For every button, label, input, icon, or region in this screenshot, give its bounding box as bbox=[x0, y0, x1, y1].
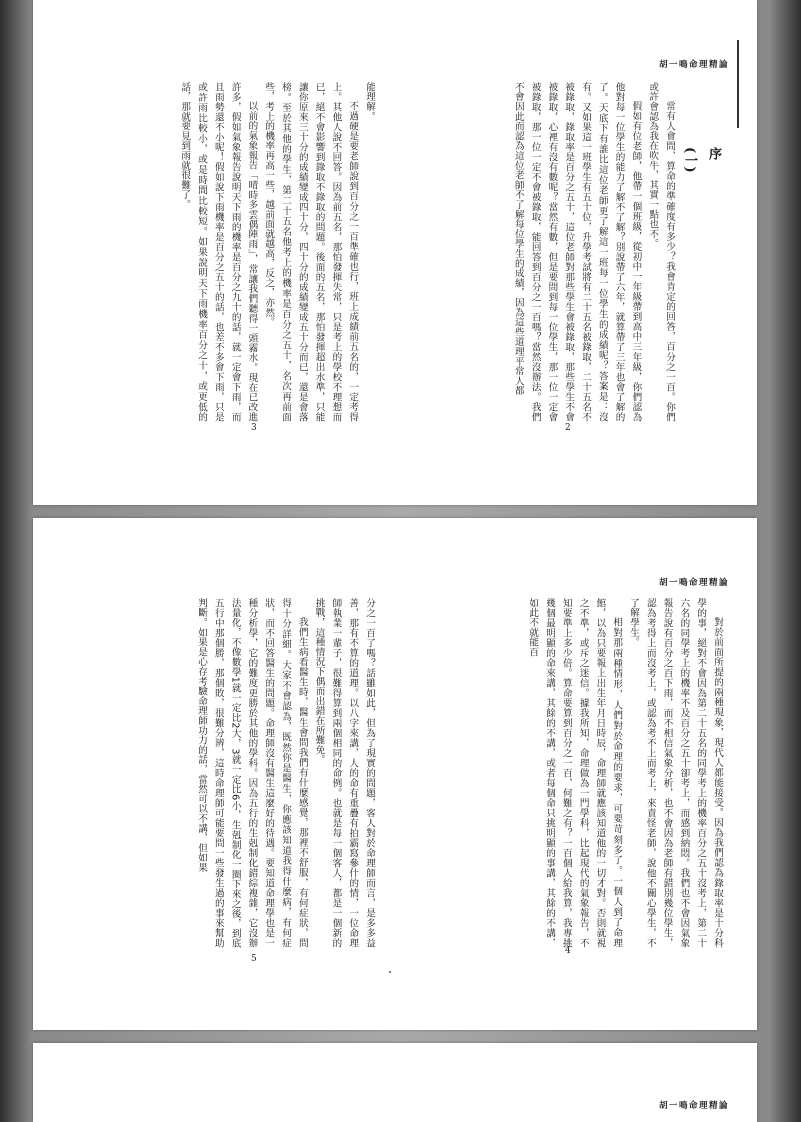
preface-subtitle: (一) bbox=[682, 147, 697, 173]
page-6 bbox=[395, 1043, 757, 1122]
paragraph: 常有人會問，算命的準確度有多少？我會肯定的回答，百分之一百。你們或許會認為我在吹牛，其實一點也不。 bbox=[647, 82, 675, 422]
paragraph: 能理解。 bbox=[364, 82, 375, 122]
book-spread-1 bbox=[33, 0, 757, 505]
paragraph: 分之一百了嗎？話雖如此，但為了現實的問題，客人對於命理師而言，是多多益善，那有不算的道理。以八字來講，人的命有重疊有拍霸寫參什的情，一位命理師執業一輩子，很難得算到兩個相同的命例。也就是每一個客人，都是一個新的挑戰，這種情況下偶而出錯在所難免。 bbox=[313, 598, 375, 948]
page-number: 4 bbox=[565, 946, 571, 956]
page-7 bbox=[33, 1043, 395, 1122]
page-2 bbox=[395, 0, 757, 505]
page-number: 3 bbox=[251, 423, 257, 433]
paragraph: 假如有位老師，他帶一個班級，從初中一年級帶到高中三年級，你們認為他對每一位學生的能力了解不了解？別說帶了六年，就算帶了三年也會了解的了。天底下有誰比這位老師更了解這一班每一位學生的成績呢？答案是：沒有。又如果這一班學生有五十位，升學考試將有二十五名被錄取，二十五名不被錄取，錄取率是百分之五十，這位老師對那些學生會被錄取，那些學生不會被錄取，心裡有沒有數呢？當然有數，但是要問到每一位學生，那一位一定會被錄取，那一位一定不會被錄取，能回答到百分之一百嗎？當然沒辦法。我們不會因此而認為這位老師不了解每位學生的成績，因為這些道理平常人都 bbox=[512, 82, 642, 422]
page-5 bbox=[33, 518, 395, 1030]
preface-title-text: 序 bbox=[706, 147, 721, 161]
paragraph: 我們生病看醫生時，醫生會問我們有什麼感覺，那裡不舒服，有何症狀，問得十分詳細。大家不會認為，既然你是醫生，你應該知道我得什麼病，有何症狀，而不回答醫生的問題。命理師沒有醫生這麼好的待遇。要知道命理學也是一種分析學，它的難度更勝於其他的學科。因為五行的生剋制化錯綜複雜，它沒辦法量化，不像數學1就一定比2大，3就一定比6小，生剋制化一圈下來之後，到底五行中那個勝，那個敗，很難分辨，這時命理師可能要問一些發生過的事來幫助判斷。如果是心存考驗命理師功力的話，當然可以不講，但如果 bbox=[196, 598, 308, 948]
running-head: 胡一鳴命理精論 bbox=[658, 1101, 729, 1111]
book-spread-3 bbox=[33, 1043, 757, 1122]
running-head: 胡一鳴命理精論 bbox=[658, 578, 729, 588]
header-rule bbox=[737, 40, 739, 128]
page-2-text bbox=[425, 82, 725, 422]
paragraph: 以前的氣象報告「晴時多雲偶陣雨」，常讓我們聽得一頭霧水。現在已改進許多，假如氣象報告說明天下雨的機率是百分之九十的話，就一定會下雨，而且雨勢還不小呢！假如說下雨機率是百分之五十的話，也差不多會下雨，只是或許雨比較小，或是時間比較短。如果說明天下雨機率百分之十，或更低的話，那就要見到雨就很難了。 bbox=[179, 82, 258, 422]
page-number: 2 bbox=[565, 423, 571, 433]
scan-speck bbox=[389, 971, 391, 973]
page-4-text bbox=[425, 598, 725, 948]
paragraph: 對於前面所提的兩種現象，現代人都能接受。因為我們認為錄取率是十分科學的事，絕對不會因為第二十五名的同學考上的機率百分之五十沒考上，第二十六名的同學考上的機率不及百分之五十卻考上，而感到納悶。我們也不會因氣象報告說有百分之百下雨，而不相信氣象分析，也不會因為老師有錯別幾位學生，認為考得上而沒考上，或認為考不上而考上，來責怪老師，說他不關心學生，不了解學生。 bbox=[628, 598, 723, 948]
page-5-text bbox=[111, 598, 377, 948]
page-number: 5 bbox=[251, 954, 257, 964]
page-3 bbox=[33, 0, 395, 505]
page-4 bbox=[395, 518, 757, 1030]
paragraph: 不過硬是要老師說到百分之一百準確也行，班上成績前五名的，一定考得上。其他人說不回答。因為前五名，那怕發揮失常，只是考上的學校不理想而已，絕不會影響到錄取不錄取的問題。後面的五名，那怕發揮超出水準，只能讓你原來三十分的成績變成四十分，四十分的成績變成五十分而已，還是會落榜。至於其他的學生，第二十五名他考上的機率是百分之五十，名次再前面些，考上的機率再高一些，越前面就越高，反之，亦然。 bbox=[263, 82, 359, 422]
preface-title bbox=[677, 82, 725, 422]
paragraph: 相對那兩種情形，人們對於命理的要求，可要苛刻多了。一個人到了命理館，以為只要報上出生年月日時辰，命理師就應該知道他的一切才對。否則就視之不準，或斥之迷信。據我所知，命理做為一門學科，比起現代的氣象報告，不知要準上多少倍。算命要算到百分之一百，何難之有？一百個人給我算，我專挑幾個最明顯的命來講，其餘的不講，或者每個命只挑明顯的事講，其餘的不講，如此不就能百 bbox=[527, 598, 623, 948]
page-3-text bbox=[111, 82, 377, 422]
book-spread-2 bbox=[33, 518, 757, 1030]
running-head: 胡一鳴命理精論 bbox=[658, 60, 729, 70]
